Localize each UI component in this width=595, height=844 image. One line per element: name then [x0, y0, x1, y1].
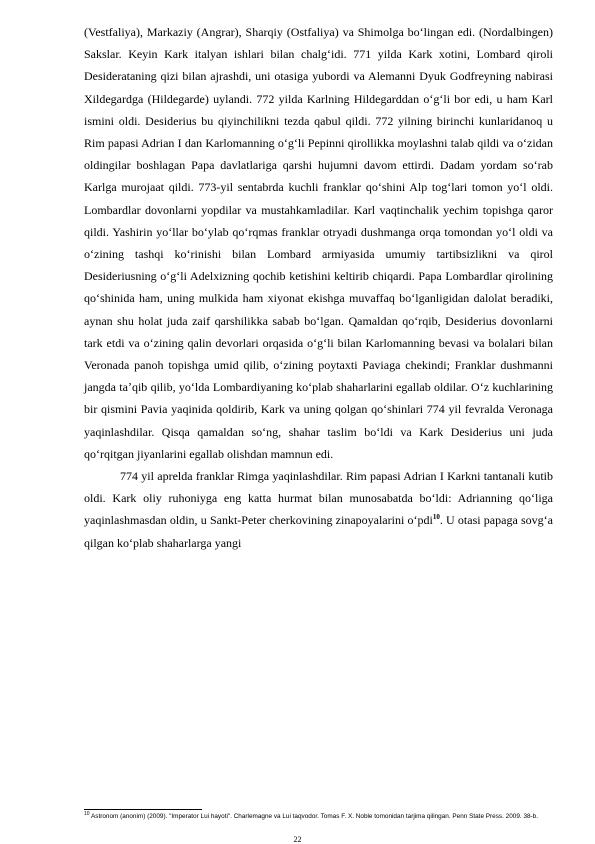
page-number: 22 — [293, 835, 302, 844]
footnote-text: Astronom (anonim) (2009). "Imperator Lui hayoti". Charlemagne va Lui taqvodor. Tomas F. X. Noble tomonidan tarjima qilingan. Penn State Press. 2009. 38-b. — [89, 813, 539, 820]
footnote-separator — [84, 809, 202, 810]
paragraph-2-text-after-note: . U otasi papaga sovgʻa qilgan koʻplab shaharlarga yangi — [84, 513, 553, 550]
footnote-number: 10 — [84, 810, 90, 817]
footnote-reference[interactable]: 10 — [432, 513, 440, 522]
footnote — [84, 812, 553, 821]
body-text — [84, 21, 553, 554]
paragraph-2 — [84, 465, 553, 554]
paragraph-2-text-before-note: 774 yil aprelda franklar Rimga yaqinlashdilar. Rim papasi Adrian I Karkni tantanali kutib oldi. Kark oliy ruhoniyga eng katta hurmat bilan munosabatda boʻldi: Adrianning qoʻliga yaqinlashmasdan oldin, u Sankt-Peter cherkovining zinapoyalarini oʻpdi — [84, 469, 553, 528]
paragraph-1 — [84, 21, 553, 465]
paragraph-1-text: (Vestfaliya), Markaziy (Angrar), Sharqiy (Ostfaliya) va Shimolga boʻlingan edi. (Nordalbingen) Sakslar. Keyin Kark italyan ishlari bilan chalgʻidi. 771 yilda Kark xotini, Lombard qiroli Desideratаning qizi bilan ajrashdi, uni otasiga yubordi va Alemanni Dyuk Godfreyning nabirasi Xildegardga (Hildegarde) uylandi. 772 yilda Karlning Hildegarddan oʻgʻli bor edi, u ham Karl ismini oldi. Desiderius bu qiyinchilikni tezda qabul qildi. 772 yilning birinchi kunlaridanoq u Rim papasi Adrian I dan Karlomanning oʻgʻli Pepinni qirollikka moylashni talab qildi va oʻzidan oldingilar boshlagan Papa davlatlariga qarshi hujumni davom ettirdi. Dadam yordam soʻrab Karlga murojaat qildi. 773-yil sentabrda kuchli franklar qoʻshini Alp togʻlari tomon yoʻl oldi. Lombardlar dovonlarni yopdilar va mustahkamladilar. Karl vaqtinchalik yechim topishga qaror qildi. Yashirin yoʻllar boʻylab qoʻrqmas franklar otryadi dushmanga orqa tomondan yoʻl oldi va oʻzining tashqi koʻrinishi bilan Lombard armiyasida umumiy tartibsizlikni va qirol Desideriusning oʻgʻli Adelxizning qochib ketishini keltirib chiqardi. Papa Lombardlar qirolining qoʻshinida ham, uning mulkida ham xiyonat ekishga muvaffaq boʻlganligidan dalolat beradiki, aynan shu holat juda zaif qarshilikka sabab boʻlgan. Qamaldan qoʻrqib, Desiderius dovonlarni tark etdi va oʻzining qalin devorlari orqasida oʻgʻli bilan Karlomanning bevasi va bolalari bilan Veronada panoh topishga umid qilib, oʻzining poytaxti Paviaga chekindi; Franklar dushmanni jangda taʼqib qilib, yoʻlda Lombardiyaning koʻplab shaharlarini egallab oldilar. Oʻz kuchlarining bir qismini Pavia yaqinida qoldirib, Kark va uning qolgan qoʻshinlari 774 yil fevralda Veronaga yaqinlashdilar. Qisqa qamaldan soʻng, shahar taslim boʻldi va Kark Desiderius uni juda qoʻrqitgan jiyanlarini egallab olishdan mamnun edi. — [84, 25, 553, 461]
